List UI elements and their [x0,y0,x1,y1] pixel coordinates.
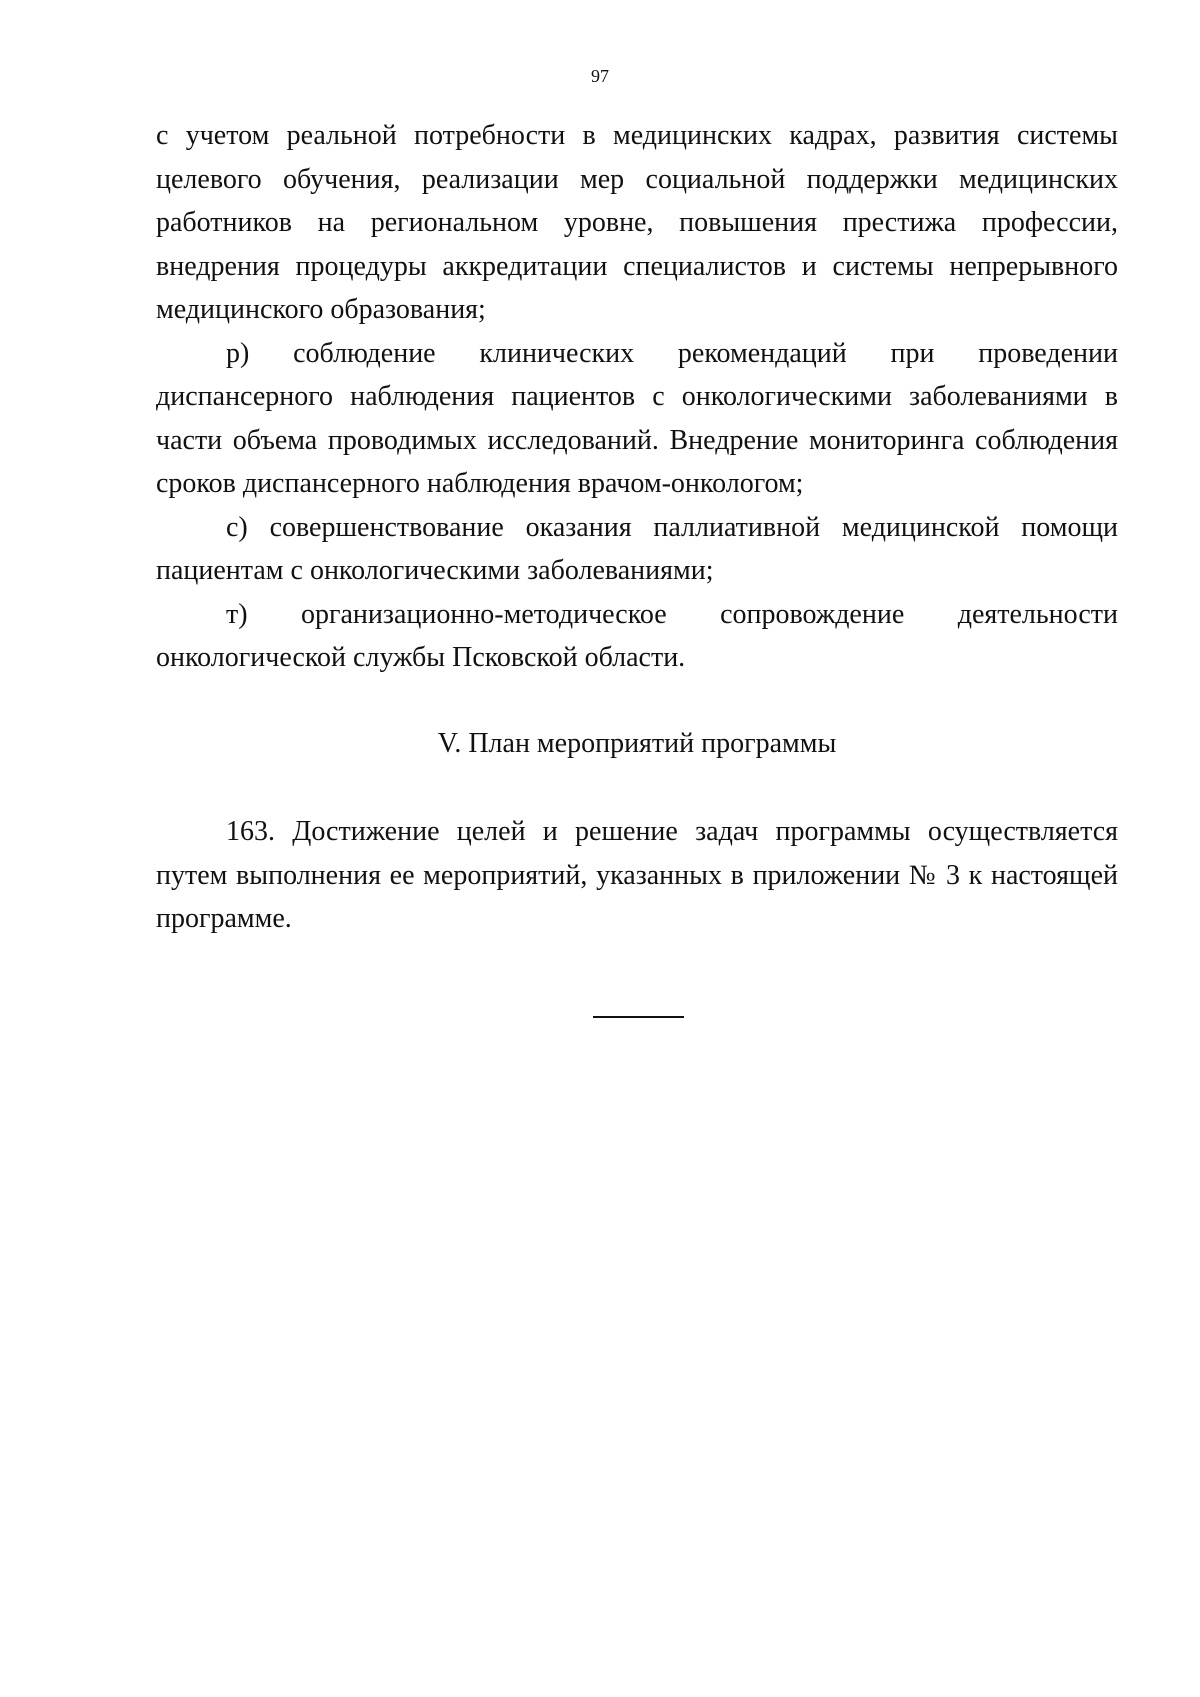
page-number: 97 [591,66,609,86]
section-heading: V. План мероприятий программы [437,728,837,759]
paragraph-continuation: с учетом реальной потребности в медицинских кадрах, развития системы целевого обучения, реализации мер социальной поддержки медицинских работников на региональном уровне, повышения престижа профессии, внедрения процедуры аккредитации специалистов и системы непрерывного медицинского образования; [156,120,1118,325]
paragraph-item-s: с) совершенствование оказания паллиативной медицинской помощи пациентам с онкологическими заболеваниями; [156,511,1118,586]
end-divider [593,1016,684,1018]
paragraph-item-r: р) соблюдение клинических рекомендаций при проведении диспансерного наблюдения пациентов с онкологическими заболеваниями в части объема проводимых исследований. Внедрение мониторинга соблюдения сроков диспансерного наблюдения врачом-онкологом; [156,337,1118,499]
paragraph-item-t: т) организационно-методическое сопровождение деятельности онкологической службы Псковской области. [156,598,1118,673]
body-text [156,114,1118,680]
paragraph-163: 163. Достижение целей и решение задач программы осуществляется путем выполнения ее мероприятий, указанных в приложении № 3 к настоящей программе. [156,816,1118,934]
